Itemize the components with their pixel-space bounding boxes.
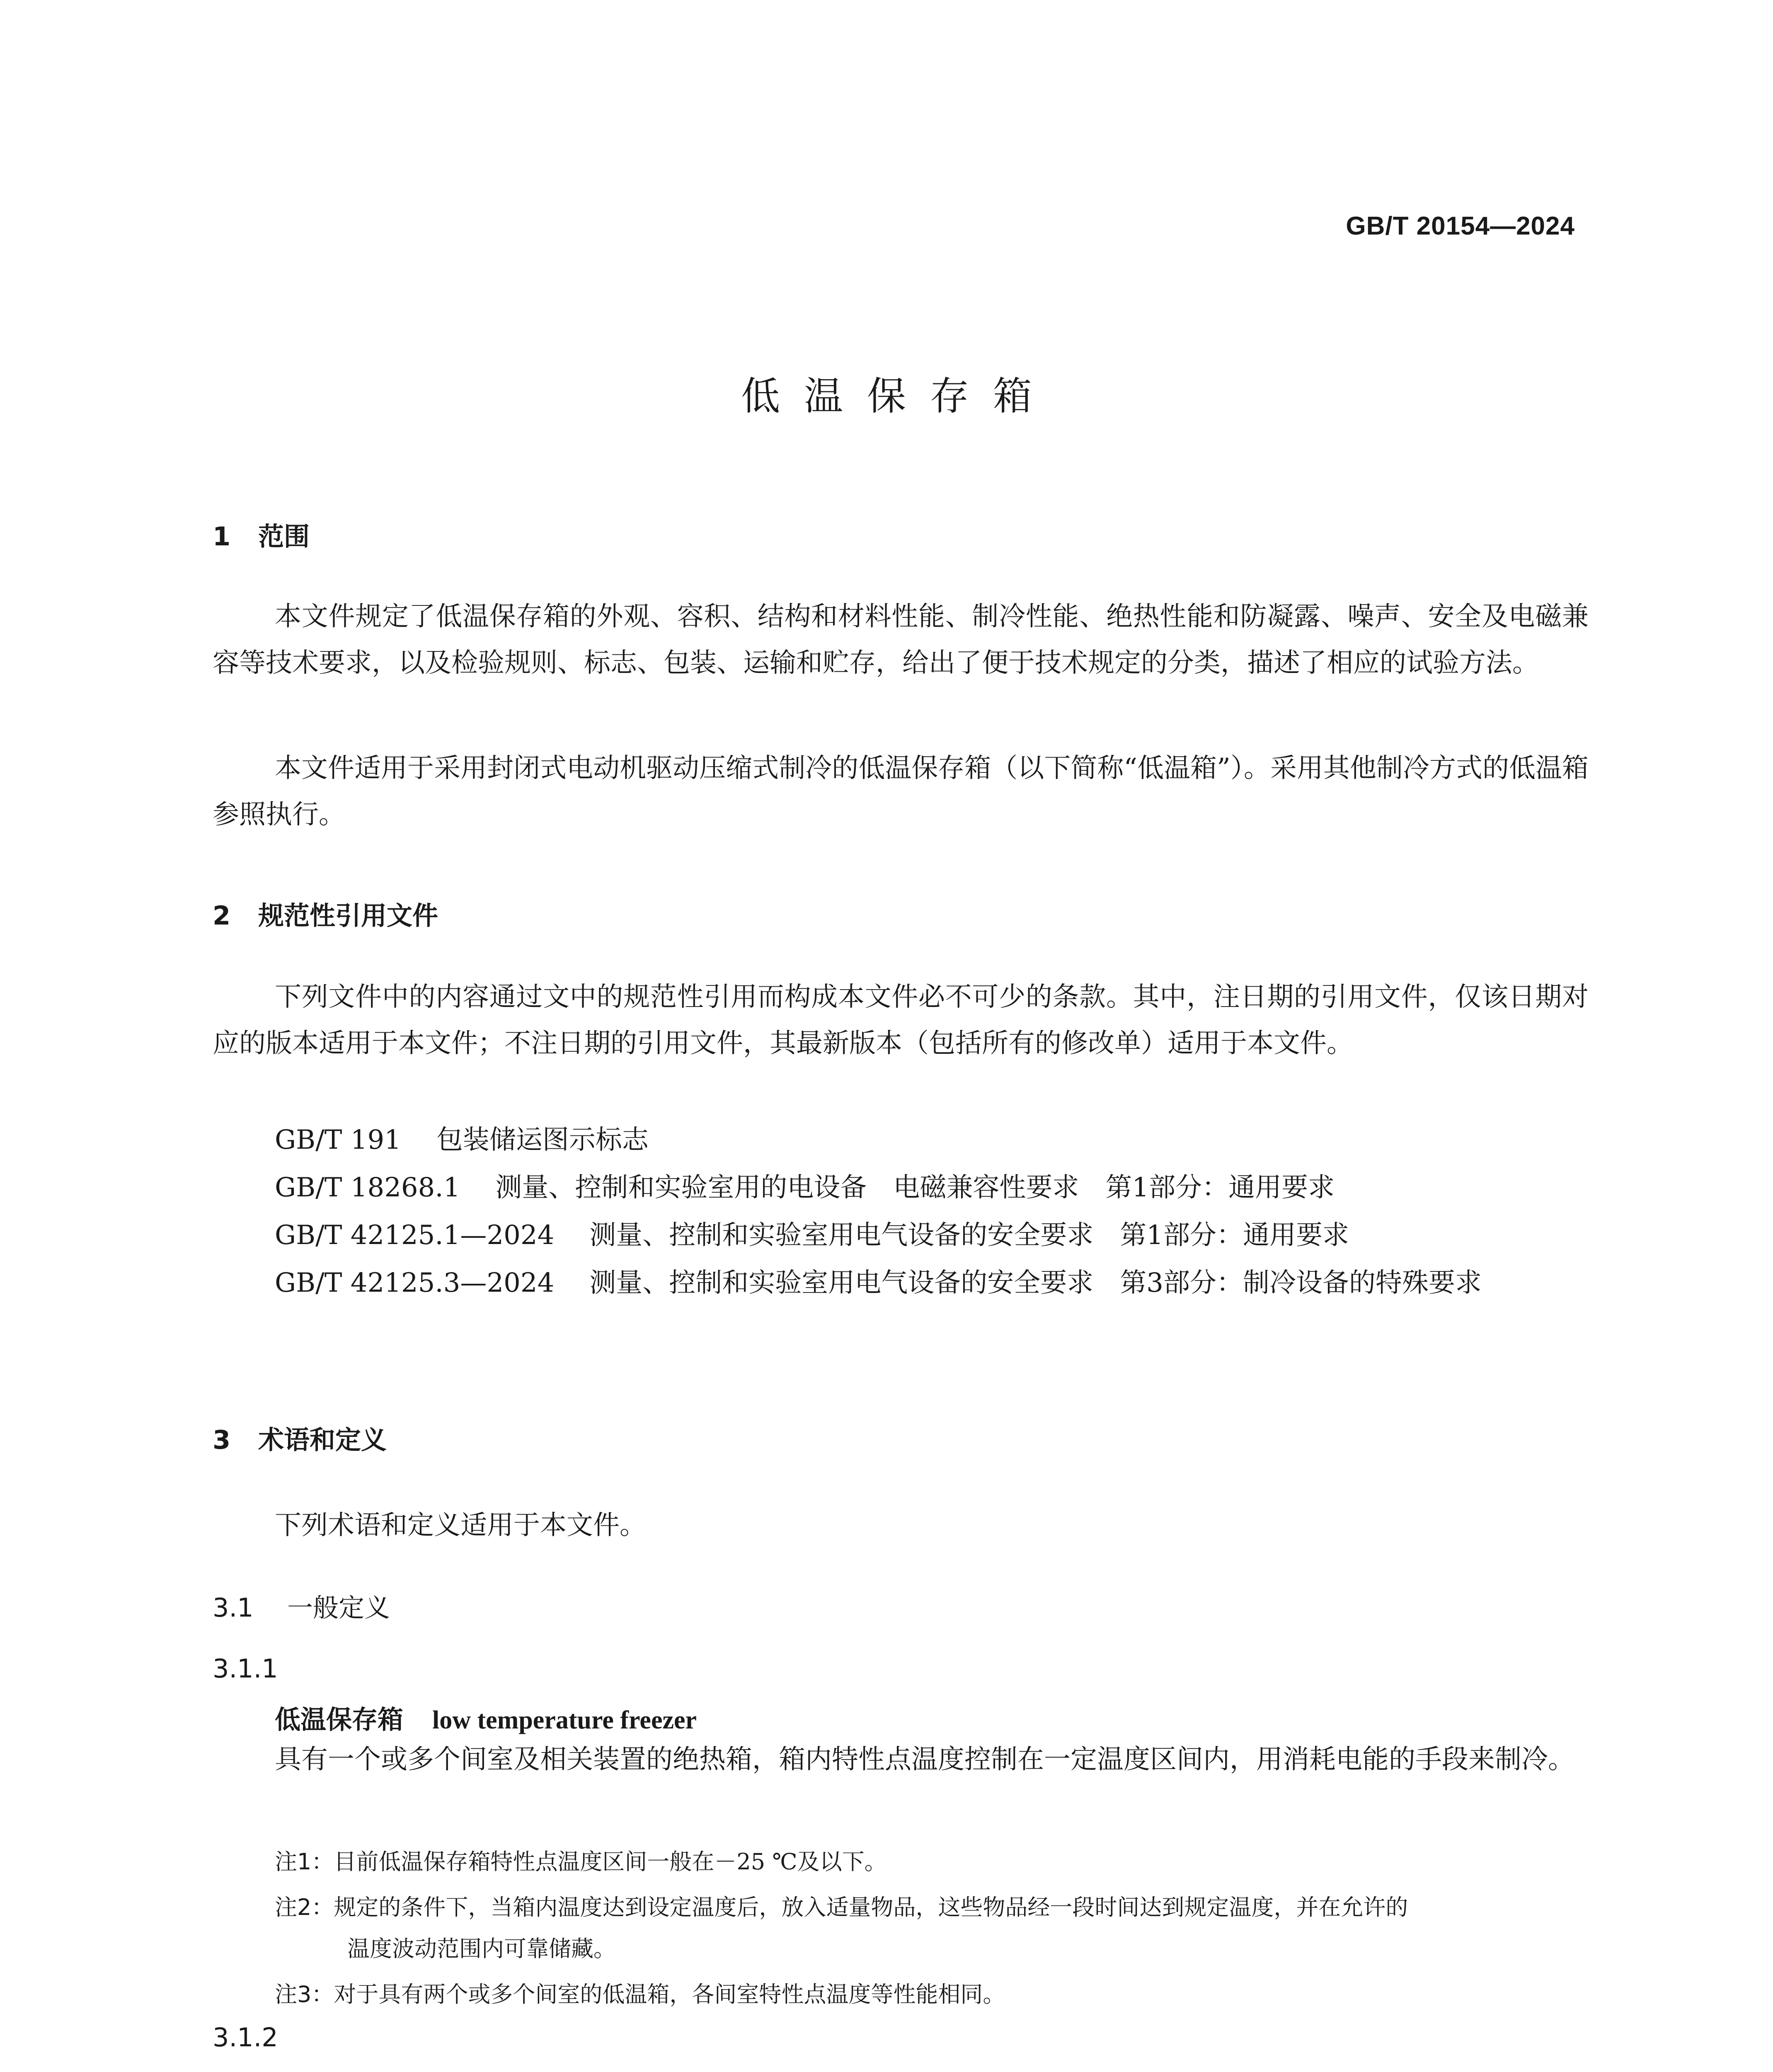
reference-item <box>275 1212 1589 1259</box>
scope-paragraph-2: 本文件适用于采用封闭式电动机驱动压缩式制冷的低温保存箱（以下简称“低温箱”）。采用其他制冷方式的低温箱参照执行。 <box>213 753 1589 830</box>
section-number: 1 <box>213 521 231 552</box>
note-text: 规定的条件下，当箱内温度达到设定温度后，放入适量物品，这些物品经一段时间达到规定温度，并在允许的 <box>334 1894 1408 1920</box>
terms-intro-paragraph: 下列术语和定义适用于本文件。 <box>275 1510 646 1541</box>
reference-title: 测量、控制和实验室用电气设备的安全要求 第3部分：制冷设备的特殊要求 <box>589 1268 1482 1298</box>
standard-code: GB/T 20154—2024 <box>1346 212 1575 240</box>
reference-code: GB/T 42125.1—2024 <box>275 1220 555 1251</box>
reference-title: 测量、控制和实验室用的电设备 电磁兼容性要求 第1部分：通用要求 <box>495 1172 1335 1203</box>
note-text: 目前低温保存箱特性点温度区间一般在－25 ℃及以下。 <box>334 1849 887 1875</box>
section-number: 3 <box>213 1425 231 1455</box>
reference-title: 测量、控制和实验室用电气设备的安全要求 第1部分：通用要求 <box>589 1220 1349 1251</box>
normative-references-paragraph: 下列文件中的内容通过文中的规范性引用而构成本文件必不可少的条款。其中，注日期的引用文件，仅该日期对应的版本适用于本文件；不注日期的引用文件，其最新版本（包括所有的修改单）适用于本文件。 <box>213 982 1589 1059</box>
term-chinese: 低温保存箱 <box>275 1704 404 1735</box>
reference-code: GB/T 42125.3—2024 <box>275 1268 555 1298</box>
term-number: 3.1.2 <box>213 2022 278 2053</box>
note-item <box>275 1842 1589 1882</box>
section-1-heading <box>213 516 310 553</box>
note-label: 注3： <box>275 1981 334 2007</box>
term-definition: 具有一个或多个间室及相关装置的绝热箱，箱内特性点温度控制在一定温度区间内，用消耗电能的手段来制冷。 <box>275 1744 1574 1775</box>
term-english: low temperature freezer <box>432 1706 697 1734</box>
scope-paragraph-1: 本文件规定了低温保存箱的外观、容积、结构和材料性能、制冷性能、绝热性能和防凝露、噪声、安全及电磁兼容等技术要求，以及检验规则、标志、包装、运输和贮存，给出了便于技术规定的分类，描述了相应的试验方法。 <box>213 601 1589 678</box>
section-3-heading <box>213 1419 387 1456</box>
section-title: 规范性引用文件 <box>258 900 438 931</box>
section-title: 术语和定义 <box>258 1425 387 1455</box>
reference-item <box>213 1260 1589 1306</box>
term-heading <box>275 1699 697 1736</box>
subsection-3-1-heading <box>213 1587 390 1624</box>
note-item <box>275 1975 1589 2014</box>
term-number: 3.1.1 <box>213 1653 278 1684</box>
subsection-number: 3.1 <box>213 1593 254 1623</box>
note-text-continued: 温度波动范围内可靠储藏。 <box>347 1936 616 1962</box>
reference-item <box>275 1164 1589 1211</box>
reference-code: GB/T 191 <box>275 1125 401 1155</box>
reference-code: GB/T 18268.1 <box>275 1172 460 1203</box>
note-label: 注2： <box>275 1894 334 1920</box>
reference-title: 包装储运图示标志 <box>436 1125 649 1155</box>
section-2-heading <box>213 895 438 932</box>
section-title: 范围 <box>258 521 310 552</box>
reference-item <box>275 1117 1589 1163</box>
section-number: 2 <box>213 900 231 931</box>
note-label: 注1： <box>275 1849 334 1875</box>
term-heading <box>275 2068 864 2072</box>
subsection-title: 一般定义 <box>287 1593 390 1623</box>
document-title: 低温保存箱 <box>741 374 1056 419</box>
note-item <box>275 1888 1589 1927</box>
note-text: 对于具有两个或多个间室的低温箱，各间室特性点温度等性能相同。 <box>334 1981 1005 2007</box>
